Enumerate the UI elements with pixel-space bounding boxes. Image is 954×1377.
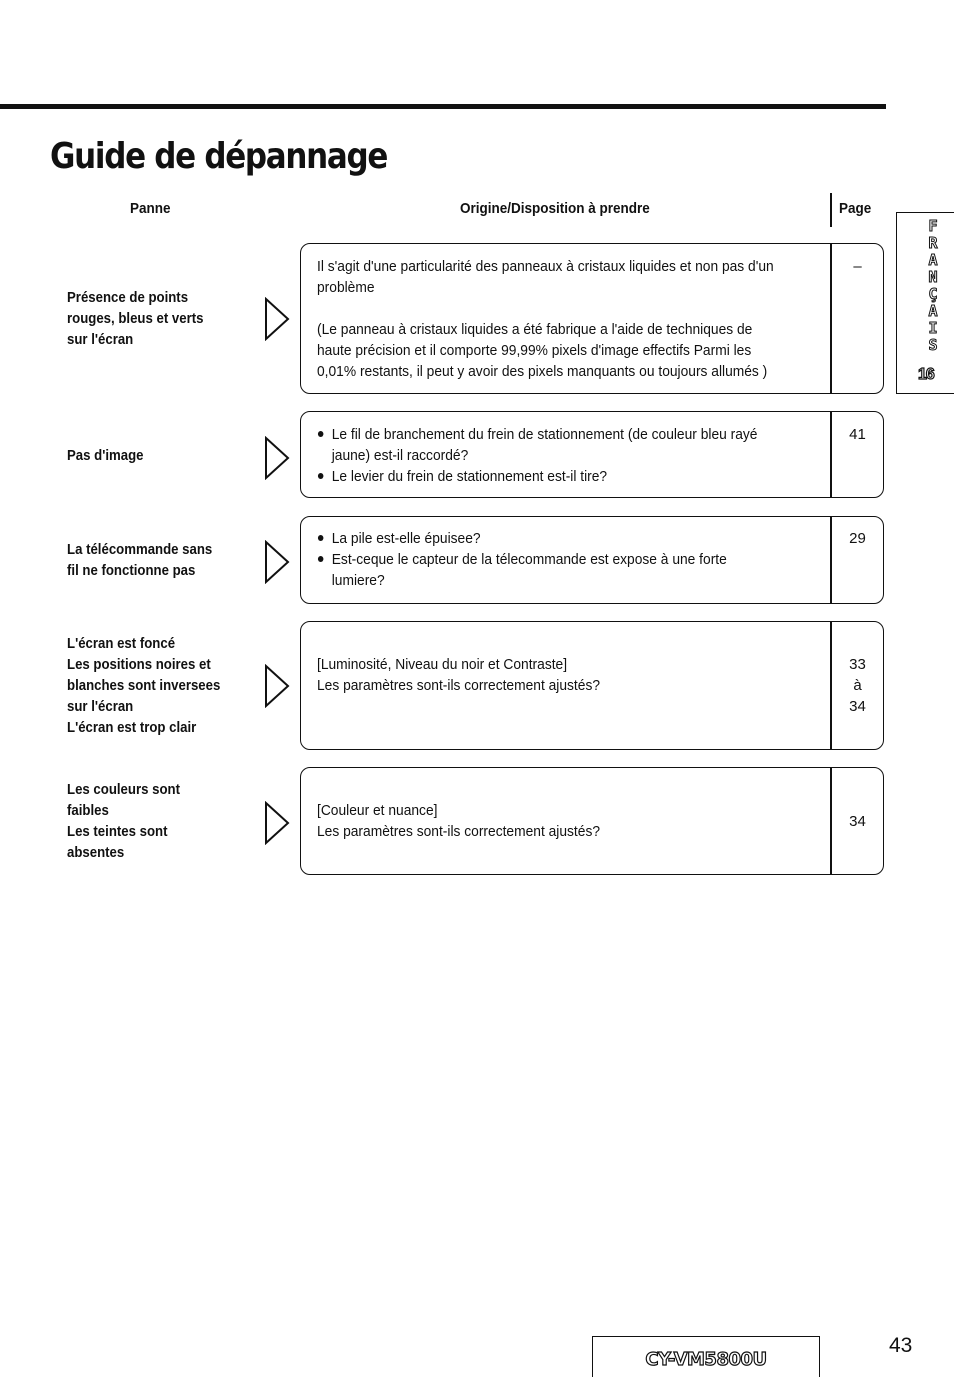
- tab-letter: A: [928, 251, 938, 269]
- tab-letter: R: [928, 234, 938, 252]
- problem-label-5: [67, 779, 234, 863]
- solution-text: [317, 256, 782, 382]
- solution-text: [317, 528, 782, 591]
- arrow-right-icon: [264, 297, 290, 341]
- solution-paragraph: Il s'agit d'une particularité des panneaux à cristaux liquides et non pas d'un problème: [317, 258, 774, 296]
- page-ref-line: 34: [849, 698, 866, 715]
- arrow-right-icon: [264, 801, 290, 845]
- top-rule: [0, 104, 886, 109]
- problem-label-4: [67, 633, 234, 738]
- solution-paragraph: (Le panneau à cristaux liquides a été fabrique a l'aide de techniques de haute précision et il comporte 99,99% pixels d'image effectifs Parmi les 0,01% restants, il peut y avoir des pixels manquants ou toujours allumés ): [317, 321, 768, 380]
- tab-letter: A: [928, 302, 938, 320]
- tab-letter: I: [928, 319, 938, 337]
- page-ref: 41: [849, 426, 866, 443]
- problem-line: L'écran est foncé: [67, 635, 176, 652]
- solution-paragraph: Les paramètres sont-ils correctement ajustés?: [317, 823, 601, 840]
- solution-box-2: [300, 411, 884, 498]
- tab-letter: N: [928, 268, 938, 286]
- problem-label-1: [67, 287, 234, 350]
- problem-line: absentes: [67, 844, 125, 861]
- bullet-item: Le levier du frein de stationnement est-il tire?: [317, 466, 782, 487]
- problem-line: Les positions noires et: [67, 656, 211, 673]
- problem-line: faibles: [67, 802, 109, 819]
- solution-text: [317, 424, 782, 487]
- arrow-right-icon: [264, 664, 290, 708]
- problem-label-3: [67, 539, 234, 581]
- problem-line: Présence de points: [67, 289, 189, 306]
- problem-line: Les teintes sont: [67, 823, 168, 840]
- solution-box-3: [300, 516, 884, 604]
- page-ref: 29: [849, 530, 866, 547]
- page-ref: 34: [849, 813, 866, 830]
- column-header-origine: Origine/Disposition à prendre: [460, 200, 650, 217]
- problem-line: blanches sont inversees: [67, 677, 221, 694]
- problem-line: Pas d'image: [67, 447, 144, 464]
- solution-paragraph: [Luminosité, Niveau du noir et Contraste]: [317, 656, 568, 673]
- solution-box-4: [300, 621, 884, 750]
- page-ref: –: [853, 258, 862, 275]
- page-number: 43: [889, 1334, 913, 1357]
- problem-line: L'écran est trop clair: [67, 719, 197, 736]
- arrow-right-icon: [264, 436, 290, 480]
- solution-box-1: [300, 243, 884, 394]
- problem-line: Les couleurs sont: [67, 781, 180, 798]
- arrow-right-icon: [264, 540, 290, 584]
- bullet-item: Le fil de branchement du frein de stationnement (de couleur bleu rayé jaune) est-il raccordé?: [317, 424, 782, 466]
- tab-letter: Ç: [928, 285, 938, 303]
- bullet-item: La pile est-elle épuisee?: [317, 528, 782, 549]
- problem-line: rouges, bleus et verts: [67, 310, 204, 327]
- problem-line: sur l'écran: [67, 331, 134, 348]
- page-ref: [832, 654, 883, 717]
- problem-label-2: [67, 445, 234, 466]
- tab-page-number: 16: [918, 366, 934, 383]
- tab-letter: S: [928, 336, 938, 354]
- problem-line: fil ne fonctionne pas: [67, 562, 196, 579]
- solution-text: [317, 654, 782, 696]
- solution-paragraph: Les paramètres sont-ils correctement ajustés?: [317, 677, 601, 694]
- model-label-box: [592, 1336, 820, 1377]
- solution-box-5: [300, 767, 884, 875]
- column-header-page: Page: [839, 200, 872, 217]
- model-name: CY-VM5800U: [645, 1349, 767, 1370]
- solution-text: [317, 800, 782, 842]
- page-ref-line: 33: [849, 656, 866, 673]
- bullet-item: Est-ceque le capteur de la télecommande est expose à une forte lumiere?: [317, 549, 782, 591]
- page-ref-line: à: [853, 677, 862, 694]
- page-title: Guide de dépannage: [50, 136, 388, 177]
- solution-paragraph: [Couleur et nuance]: [317, 802, 438, 819]
- header-divider: [830, 193, 832, 227]
- tab-letter: F: [928, 217, 938, 235]
- problem-line: La télécommande sans: [67, 541, 213, 558]
- column-header-panne: Panne: [130, 200, 171, 217]
- problem-line: sur l'écran: [67, 698, 134, 715]
